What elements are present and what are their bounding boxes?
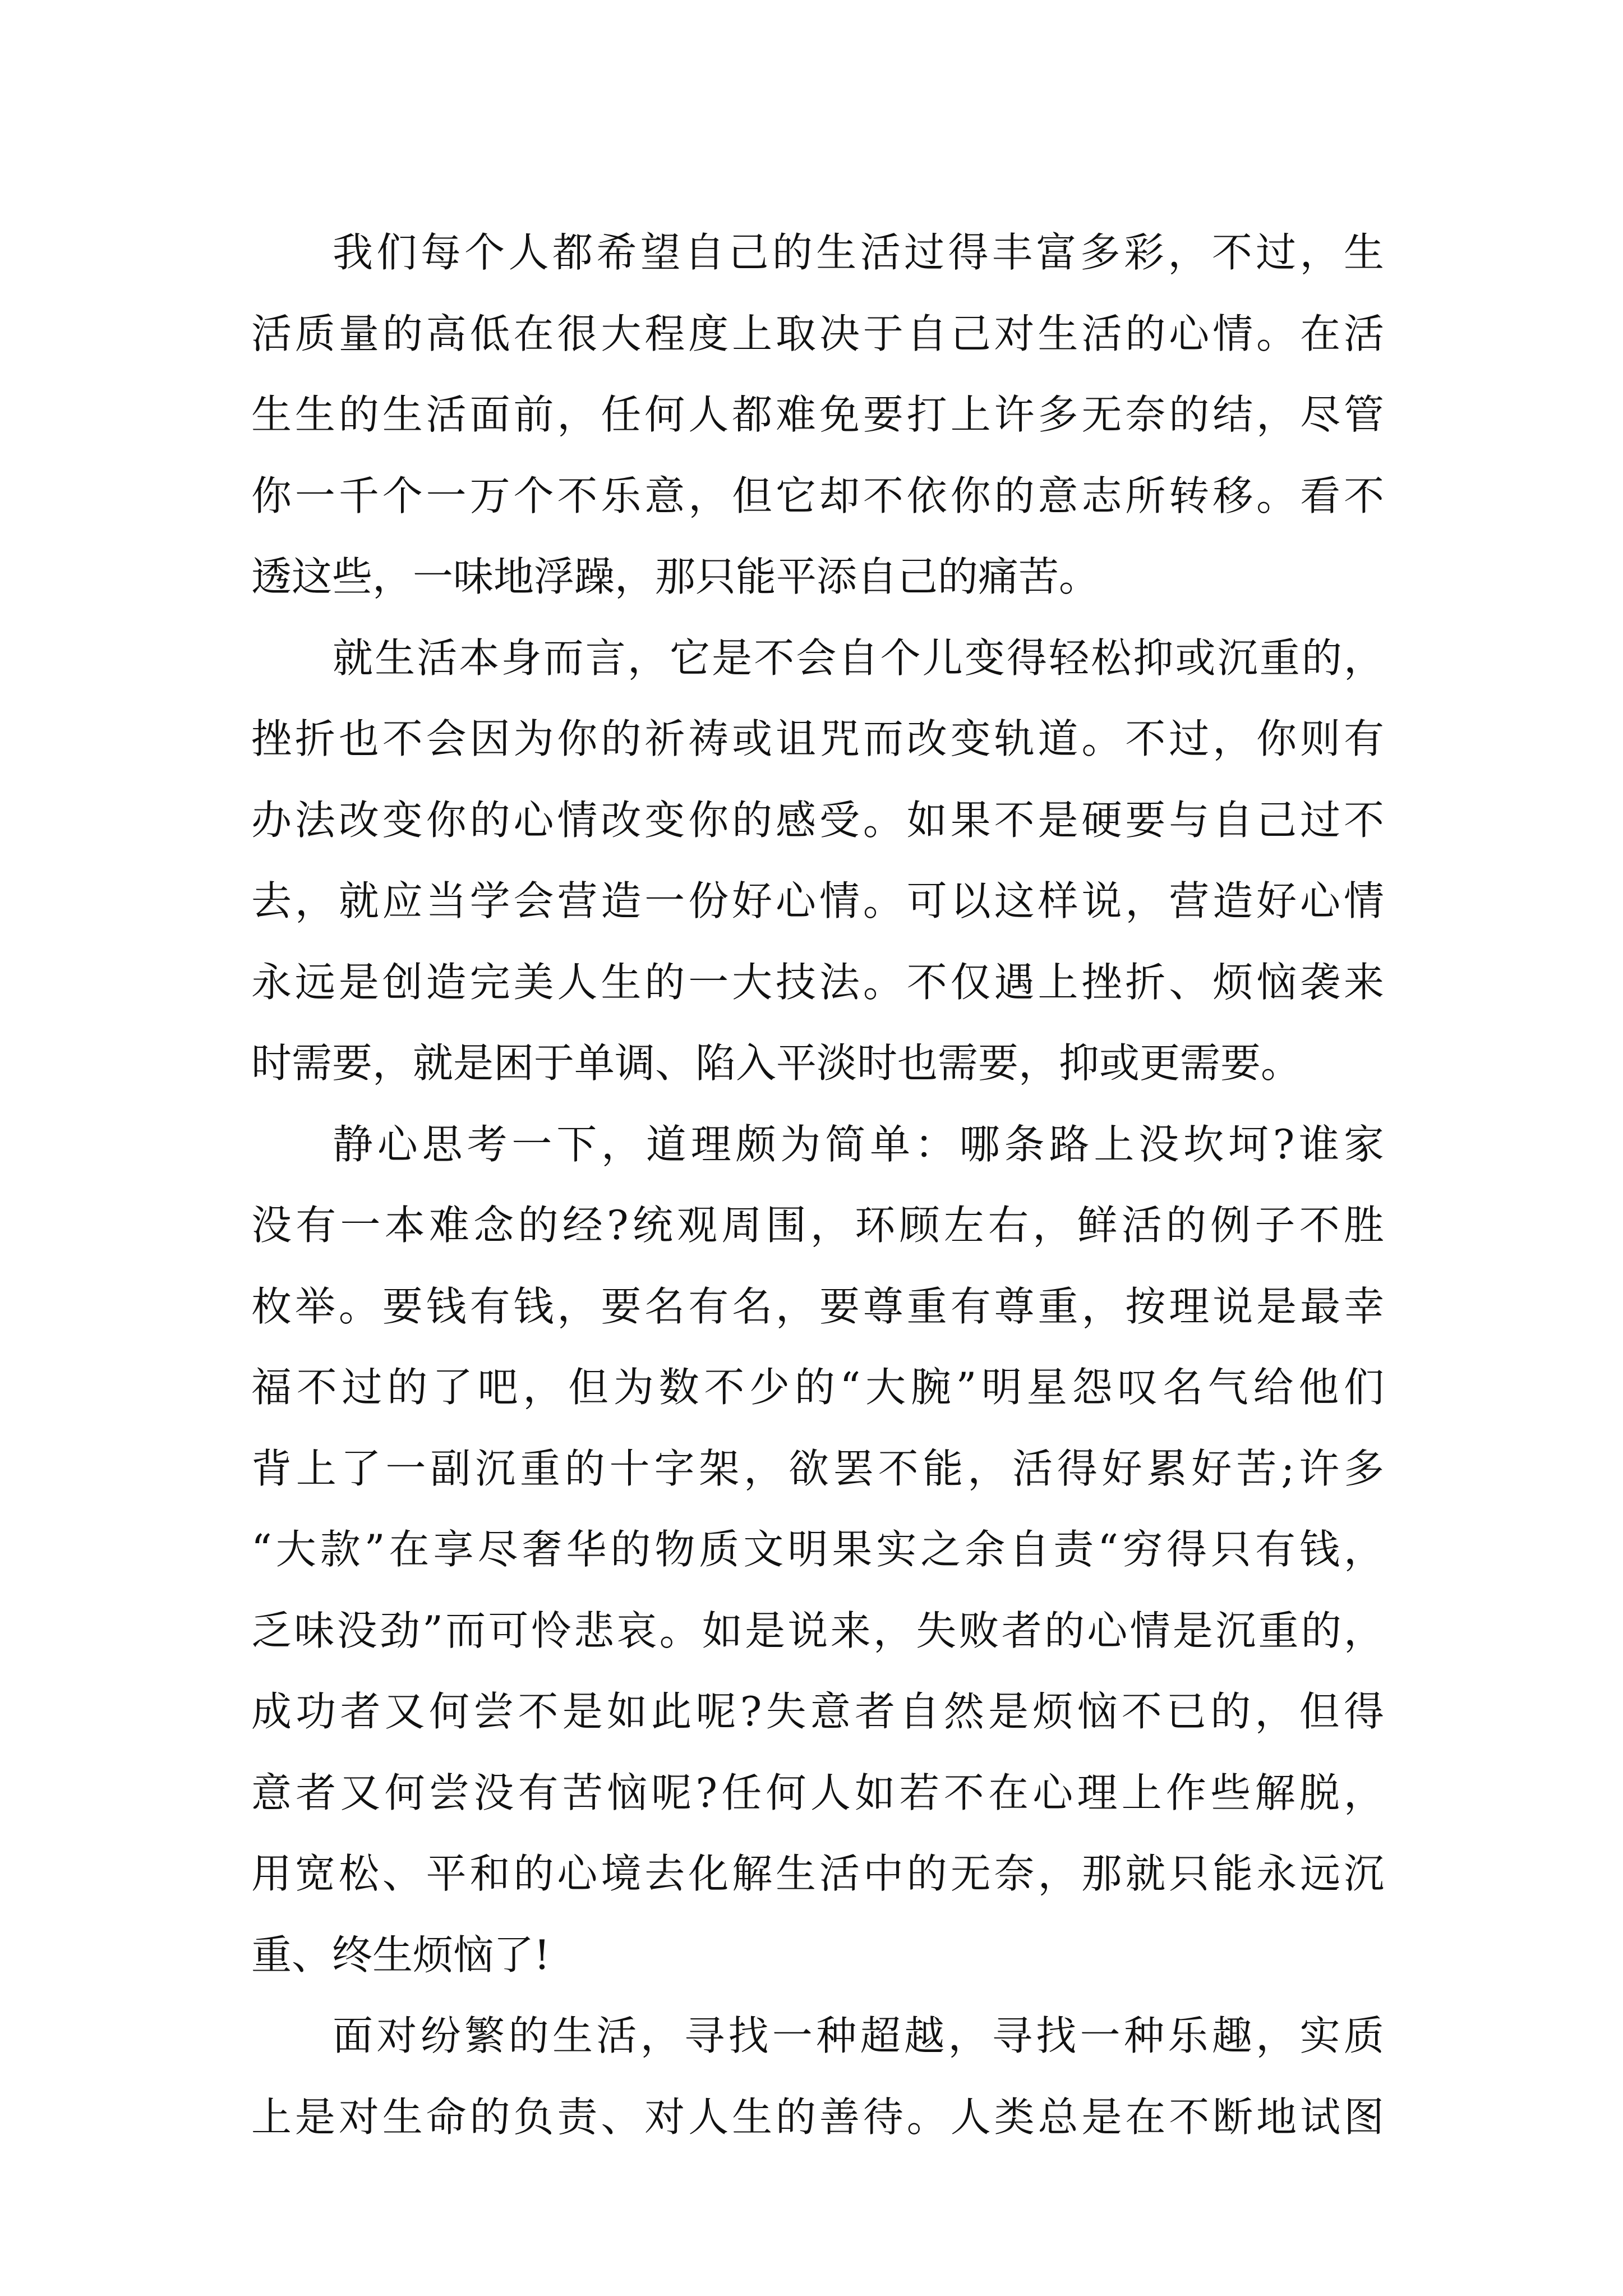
text-line: 透这些，一味地浮躁，那只能平添自己的痛苦。 [251,553,1100,600]
text-line: 挫折也不会因为你的祈祷或诅咒而改变轨道。不过，你则有 [251,715,1384,762]
text-line: 成功者又何尝不是如此呢?失意者自然是烦恼不已的，但得 [251,1688,1384,1735]
body-text [251,212,1384,2157]
text-line: 办法改变你的心情改变你的感受。如果不是硬要与自己过不 [251,796,1384,844]
text-line: 用宽松、平和的心境去化解生活中的无奈，那就只能永远沉 [251,1850,1384,1897]
text-line: 静心思考一下，道理颇为简单：哪条路上没坎坷?谁家 [333,1120,1384,1168]
text-line: 就生活本身而言，它是不会自个儿变得轻松抑或沉重的， [333,634,1384,682]
text-line: 永远是创造完美人生的一大技法。不仅遇上挫折、烦恼袭来 [251,958,1384,1006]
text-line: 上是对生命的负责、对人生的善待。人类总是在不断地试图 [251,2093,1384,2141]
text-line: 时需要，就是困于单调、陷入平淡时也需要，抑或更需要。 [251,1039,1302,1087]
paragraph-4 [251,1995,1384,2157]
text-line: 福不过的了吧，但为数不少的“大腕”明星怨叹名气给他们 [251,1364,1384,1411]
text-line: 背上了一副沉重的十字架，欲罢不能，活得好累好苦;许多 [251,1444,1384,1492]
text-line: 你一千个一万个不乐意，但它却不依你的意志所转移。看不 [251,472,1384,519]
text-line: 重、终生烦恼了! [251,1931,550,1978]
paragraph-3 [251,1104,1384,1996]
text-line: 面对纷繁的生活，寻找一种超越，寻找一种乐趣，实质 [333,2012,1384,2059]
text-line: “大款”在享尽奢华的物质文明果实之余自责“穷得只有钱， [251,1526,1384,1573]
paragraph-1 [251,212,1384,618]
text-line: 没有一本难念的经?统观周围，环顾左右，鲜活的例子不胜 [251,1202,1384,1249]
text-line: 去，就应当学会营造一份好心情。可以这样说，营造好心情 [251,877,1384,924]
paragraph-2 [251,618,1384,1104]
text-line: 生生的生活面前，任何人都难免要打上许多无奈的结，尽管 [251,391,1384,438]
text-line: 枚举。要钱有钱，要名有名，要尊重有尊重，按理说是最幸 [251,1282,1384,1330]
text-line: 我们每个人都希望自己的生活过得丰富多彩，不过，生 [333,229,1384,276]
text-line: 活质量的高低在很大程度上取决于自己对生活的心情。在活 [251,310,1384,357]
text-line: 乏味没劲”而可怜悲哀。如是说来，失败者的心情是沉重的， [251,1607,1384,1654]
text-line: 意者又何尝没有苦恼呢?任何人如若不在心理上作些解脱， [251,1769,1384,1816]
